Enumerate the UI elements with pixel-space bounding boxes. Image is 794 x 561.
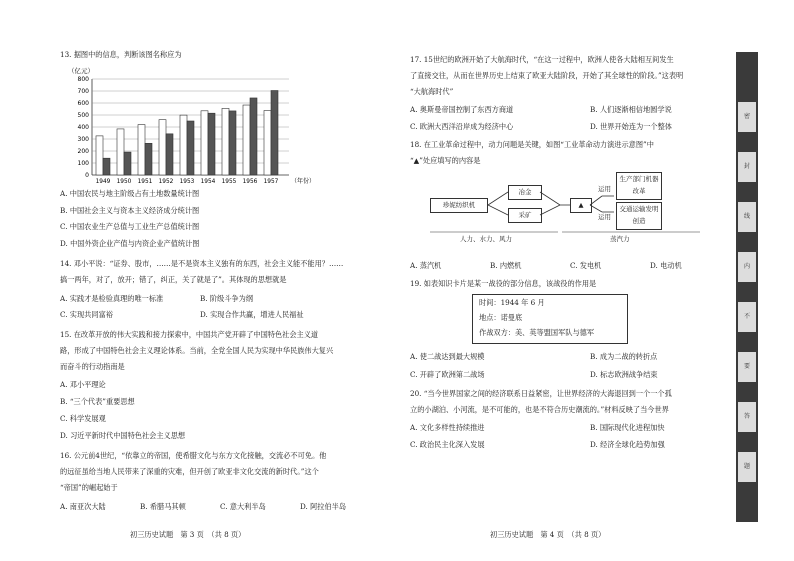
strip-char: 要 bbox=[738, 352, 756, 382]
q20-option-b: B. 国际现代化进程加快 bbox=[590, 423, 665, 432]
bar bbox=[250, 98, 257, 175]
bar-chart bbox=[60, 65, 316, 195]
q14-option-b: B. 阶级斗争为纲 bbox=[200, 294, 253, 303]
strip-char: 内 bbox=[738, 252, 756, 282]
q19-option-a: A. 使二战达到最大规模 bbox=[410, 352, 485, 361]
left-page-footer: 初三历史试题 第 3 页 （共 8 页） bbox=[130, 530, 246, 539]
bar bbox=[159, 120, 166, 175]
y-tick-label: 700 bbox=[77, 88, 89, 95]
q19-option-d: D. 标志欧洲战争结束 bbox=[590, 370, 658, 379]
bar bbox=[201, 111, 208, 175]
diagram-box-blank: ▲ bbox=[570, 198, 592, 213]
y-tick-label: 500 bbox=[77, 112, 89, 119]
x-tick-label: 1956 bbox=[242, 179, 258, 185]
q18-line1: 18. 在工业革命过程中，动力问题是关键，如图“工业革命动力演进示意图”中 bbox=[410, 140, 654, 149]
info-card-place: 地点：诺曼底 bbox=[479, 313, 523, 322]
info-card-time: 时间：1944 年 6 月 bbox=[479, 298, 545, 307]
q16-option-d: D. 阿拉伯半岛 bbox=[300, 502, 347, 511]
q19-option-b: B. 成为二战的转折点 bbox=[590, 352, 658, 361]
y-tick-label: 100 bbox=[77, 160, 89, 167]
q13-option-c: C. 中国农业生产总值与工业生产总值统计图 bbox=[60, 222, 200, 231]
diagram-power-label-1: 人力、水力、风力 bbox=[460, 235, 512, 243]
q20-option-d: D. 经济全球化趋势加强 bbox=[590, 440, 665, 449]
q18-option-c: C. 发电机 bbox=[570, 261, 602, 270]
q16-line3: “帝国”的崛起始于 bbox=[60, 483, 118, 492]
q14-option-a: A. 实践才是检验真理的唯一标准 bbox=[60, 294, 164, 303]
bar bbox=[145, 143, 152, 175]
q20-option-a: A. 文化多样性持续推进 bbox=[410, 423, 485, 432]
bar bbox=[124, 152, 131, 175]
diagram-box-spinning-jenny: 珍妮纺织机 bbox=[430, 198, 488, 213]
q17-line2: 了直接交往，从而在世界历史上结束了欧亚大陆阶段，开始了其全球性的阶段。”这表明 bbox=[410, 71, 684, 80]
q16-option-a: A. 南亚次大陆 bbox=[60, 502, 106, 511]
x-tick-label: 1949 bbox=[95, 179, 111, 185]
q13-option-b: B. 中国社会主义与资本主义经济成分统计图 bbox=[60, 206, 200, 215]
bar bbox=[166, 134, 173, 175]
y-tick-label: 800 bbox=[77, 76, 89, 83]
diagram-box-mining: 采矿 bbox=[508, 208, 542, 223]
strip-char: 答 bbox=[738, 402, 756, 432]
bar bbox=[187, 121, 194, 175]
q16-option-b: B. 希腊马其顿 bbox=[140, 502, 186, 511]
q15-line3: 而奋斗的行动指南是 bbox=[60, 362, 125, 371]
bar bbox=[180, 115, 187, 175]
x-tick-label: 1954 bbox=[200, 179, 216, 185]
x-tick-label: 1957 bbox=[263, 179, 279, 185]
x-tick-label: 1952 bbox=[158, 179, 174, 185]
q14-line1: 14. 邓小平说：“证券、股市，……是不是资本主义独有的东西，社会主义能不能用？…… bbox=[60, 259, 344, 268]
q17-line3: “大航海时代” bbox=[410, 87, 454, 96]
x-tick-label: 1951 bbox=[137, 179, 153, 185]
y-tick-label: 0 bbox=[85, 172, 89, 179]
bar bbox=[103, 158, 110, 175]
y-tick-label: 600 bbox=[77, 100, 89, 107]
q20-option-c: C. 政治民主化深入发展 bbox=[410, 440, 485, 449]
bar bbox=[138, 125, 145, 175]
x-tick-label: 1955 bbox=[221, 179, 237, 185]
q17-option-d: D. 世界开始连为一个整体 bbox=[590, 122, 672, 131]
info-card-sides: 作战双方：美、英等盟国军队与德军 bbox=[479, 328, 595, 337]
q13-stem: 13. 据图中的信息，判断该图名称应为 bbox=[60, 50, 182, 59]
q15-option-d: D. 习近平新时代中国特色社会主义思想 bbox=[60, 431, 186, 440]
bar bbox=[222, 108, 229, 175]
q18-option-d: D. 电动机 bbox=[650, 261, 682, 270]
y-tick-label: 400 bbox=[77, 124, 89, 131]
q15-option-c: C. 科学发展观 bbox=[60, 414, 106, 423]
diagram-arrow-label-1: 运用 bbox=[598, 185, 611, 193]
x-axis-label: （年份） bbox=[291, 178, 316, 185]
y-tick-label: 300 bbox=[77, 136, 89, 143]
q15-option-a: A. 邓小平理论 bbox=[60, 380, 106, 389]
bar bbox=[229, 111, 236, 175]
diagram-box-transport: 交通运输发明创造 bbox=[616, 202, 662, 230]
q19-stem: 19. 如表知识卡片是某一战役的部分信息，该战役的作用是 bbox=[410, 279, 597, 288]
diagram-box-production: 生产部门机器改革 bbox=[616, 172, 662, 200]
strip-char: 不 bbox=[738, 302, 756, 332]
x-tick-label: 1953 bbox=[179, 179, 195, 185]
q13-option-a: A. 中国农民与地主阶级占有土地数量统计图 bbox=[60, 189, 200, 198]
q17-line1: 17. 15世纪的欧洲开始了大航海时代，“在这一过程中，欧洲人使各大陆相互间发生 bbox=[410, 55, 674, 64]
q17-option-b: B. 人们逐渐相信地圆学说 bbox=[590, 105, 672, 114]
diagram-arrow-label-2: 运用 bbox=[598, 213, 611, 221]
q20-line1: 20. “当今世界国家之间的经济联系日益紧密，让世界经济的大海退回到一个一个孤 bbox=[410, 389, 672, 398]
diagram-power-label-2: 蒸汽力 bbox=[610, 235, 630, 243]
q15-line2: 路，形成了中国特色社会主义理论体系。当前，全党全国人民为实现中华民族伟大复兴 bbox=[60, 346, 334, 355]
bar bbox=[271, 91, 278, 175]
q17-option-a: A. 奥斯曼帝国控制了东西方商道 bbox=[410, 105, 514, 114]
y-tick-label: 200 bbox=[77, 148, 89, 155]
strip-char: 封 bbox=[738, 152, 756, 182]
q16-line1: 16. 公元前4世纪，“依靠立的帝国，使希腊文化与东方文化接触，交流必不可免。他 bbox=[60, 451, 327, 460]
q16-option-c: C. 意大利半岛 bbox=[220, 502, 266, 511]
binding-strip bbox=[736, 52, 758, 522]
power-diagram bbox=[430, 172, 710, 252]
q20-line2: 立的小湖泊、小河流，是不可能的，也是不符合历史潮流的。”材料反映了当今世界 bbox=[410, 405, 669, 414]
q13-option-d: D. 中国外资企业产值与内资企业产值统计图 bbox=[60, 239, 200, 248]
strip-char: 线 bbox=[738, 202, 756, 232]
bar bbox=[208, 113, 215, 175]
right-page-footer: 初三历史试题 第 4 页 （共 8 页） bbox=[490, 530, 606, 539]
bar bbox=[243, 105, 250, 175]
strip-char: 密 bbox=[738, 102, 756, 132]
q18-line2: “▲”处应填写的内容是 bbox=[410, 156, 481, 165]
q19-option-c: C. 开辟了欧洲第二战场 bbox=[410, 370, 485, 379]
diagram-box-metallurgy: 冶金 bbox=[508, 185, 542, 200]
q18-option-a: A. 蒸汽机 bbox=[410, 261, 442, 270]
y-axis-label: （亿元） bbox=[68, 67, 94, 75]
q15-line1: 15. 在改革开放的伟大实践和接力探索中，中国共产党开辟了中国特色社会主义道 bbox=[60, 330, 319, 339]
bar bbox=[264, 111, 271, 175]
q19-info-card bbox=[472, 294, 628, 344]
q14-line2: 搞一两年，对了，放开；错了，纠正，关了就是了”。其体现的思想就是 bbox=[60, 275, 287, 284]
bar bbox=[96, 136, 103, 175]
q15-option-b: B. “三个代表”重要思想 bbox=[60, 397, 135, 406]
q18-option-b: B. 内燃机 bbox=[490, 261, 522, 270]
x-tick-label: 1950 bbox=[116, 179, 132, 185]
q14-option-d: D. 实现合作共赢，增进人民福祉 bbox=[200, 310, 304, 319]
strip-char: 题 bbox=[738, 452, 756, 482]
bar bbox=[117, 129, 124, 175]
q14-option-c: C. 实现共同富裕 bbox=[60, 310, 113, 319]
q17-option-c: C. 欧洲大西洋沿岸成为经济中心 bbox=[410, 122, 514, 131]
q16-line2: 的远征虽给当地人民带来了深重的灾难，但开创了欧亚非文化交流的新时代。”这个 bbox=[60, 467, 319, 476]
